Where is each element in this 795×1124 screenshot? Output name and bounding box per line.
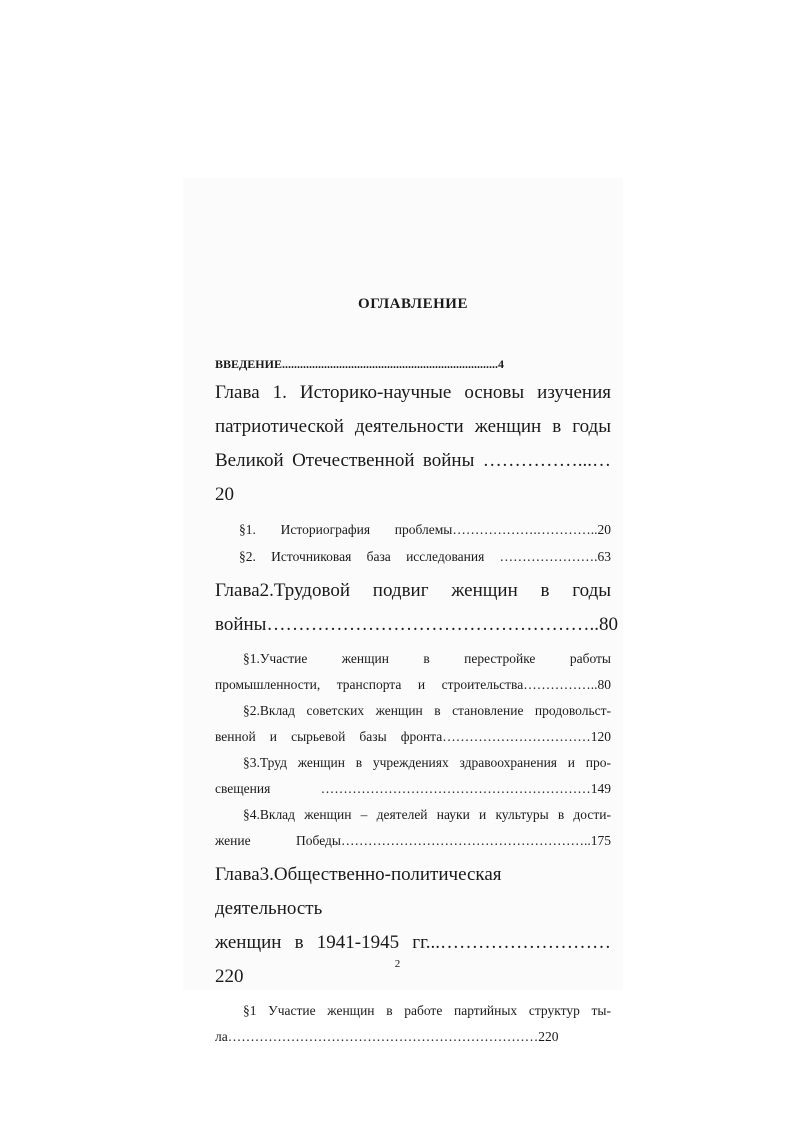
chapter-3-section-1 bbox=[215, 998, 611, 1050]
section-end: венной и сырьевой базы фронта……………………………120 bbox=[215, 729, 611, 744]
section-end: свещения ……………………………………………………149 bbox=[215, 781, 611, 796]
chapter-1-section-2: §2. Источниковая база исследования ………………….63 bbox=[239, 549, 611, 564]
chapter-3-line-1: Глава3.Общественно-политическая деятельность bbox=[215, 864, 502, 919]
chapter-2-section-3 bbox=[215, 750, 611, 802]
chapter-2-section-4 bbox=[215, 802, 611, 854]
section-text: §3.Труд женщин в учреждениях здравоохранения и про- bbox=[243, 755, 611, 770]
chapter-2 bbox=[215, 574, 618, 642]
chapter-1-section-1: §1. Историография проблемы……………….…………..20 bbox=[239, 522, 611, 537]
chapter-2-section-2 bbox=[215, 698, 611, 750]
section-end: жение Победы………………………………………………..175 bbox=[215, 833, 611, 848]
toc-intro: ВВЕДЕНИЕ........................................................................4 bbox=[215, 357, 504, 371]
toc-title: ОГЛАВЛЕНИЕ bbox=[358, 296, 468, 312]
section-text: §1.Участие женщин в перестройке работы bbox=[243, 651, 611, 666]
chapter-1-line-2: патриотической деятельности женщин в годы bbox=[215, 416, 611, 437]
section-text: §4.Вклад женщин – деятелей науки и культуры в дости- bbox=[243, 807, 611, 822]
chapter-3-line-2: женщин в 1941-1945 гг...………………………220 bbox=[215, 932, 611, 987]
section-end: промышленности, транспорта и строительства……………..80 bbox=[215, 677, 611, 692]
chapter-1 bbox=[215, 376, 611, 512]
page-number: 2 bbox=[394, 958, 401, 970]
table-of-contents bbox=[215, 296, 618, 1050]
section-text: §2.Вклад советских женщин в становление продовольст- bbox=[243, 703, 611, 718]
chapter-2-line-2: войны……………………………………………..80 bbox=[215, 614, 618, 635]
section-text: §1 Участие женщин в работе партийных структур ты- bbox=[243, 1003, 611, 1018]
chapter-1-line-1: Глава 1. Историко-научные основы изучения bbox=[215, 382, 611, 403]
chapter-1-line-3: Великой Отечественной войны ……………...…20 bbox=[215, 450, 611, 505]
chapter-3 bbox=[215, 858, 611, 994]
chapter-2-section-1 bbox=[215, 646, 611, 698]
section-end: ла……………………………………………………………220 bbox=[215, 1029, 559, 1044]
chapter-2-line-1: Глава2.Трудовой подвиг женщин в годы bbox=[215, 580, 611, 601]
